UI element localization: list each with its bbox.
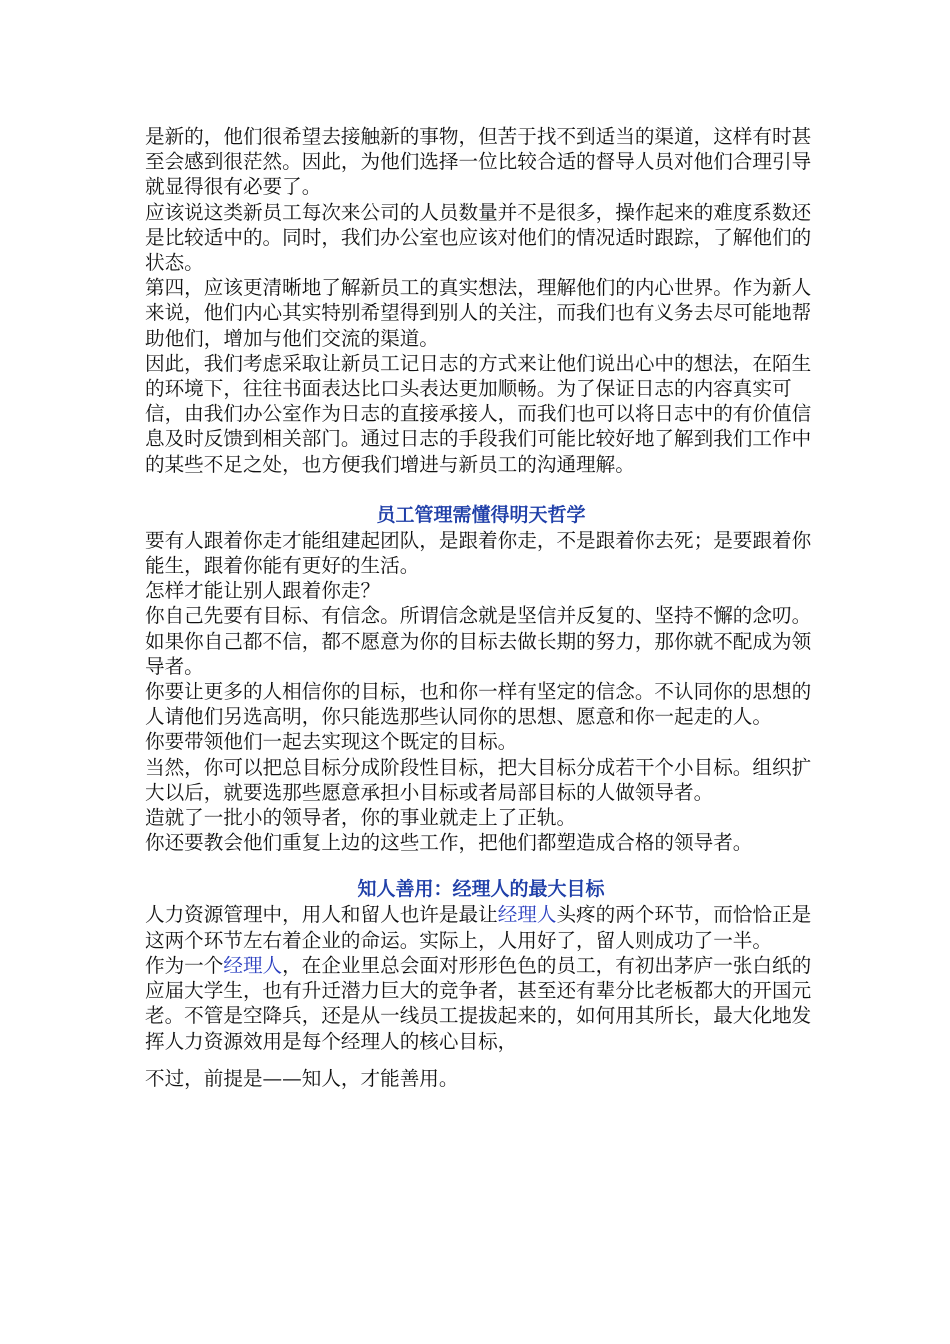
- text-run: 作为一个: [145, 953, 224, 977]
- paragraph: [145, 953, 817, 1054]
- text-run: 人力资源管理中，用人和留人也许是最让: [145, 903, 498, 927]
- manager-link[interactable]: 经理人: [223, 953, 283, 977]
- paragraph: 你还要教会他们重复上边的这些工作，把他们都塑造成合格的领导者。: [145, 831, 753, 855]
- paragraph: 是新的，他们很希望去接触新的事物，但苦于找不到适当的渠道，这样有时甚至会感到很茫然。因此，为他们选择一位比较合适的督导人员对他们合理引导就显得很有必要了。: [145, 125, 812, 199]
- section-heading-philosophy: 员工管理需懂得明天哲学: [376, 503, 586, 526]
- paragraph: 第四，应该更清晰地了解新员工的真实想法，理解他们的内心世界。作为新人来说，他们内心其实特别希望得到别人的关注，而我们也有义务去尽可能地帮助他们，增加与他们交流的渠道。: [145, 276, 812, 350]
- paragraph: 你要让更多的人相信你的目标，也和你一样有坚定的信念。不认同你的思想的人请他们另选高明，你只能选那些认同你的思想、愿意和你一起走的人。: [145, 680, 812, 729]
- paragraph: 当然，你可以把总目标分成阶段性目标，把大目标分成若干个小目标。组织扩大以后，就要选那些愿意承担小目标或者局部目标的人做领导者。: [145, 755, 812, 804]
- paragraph: 不过，前提是——知人，才能善用。: [145, 1066, 459, 1090]
- paragraph: [145, 902, 817, 952]
- paragraph: 应该说这类新员工每次来公司的人员数量并不是很多，操作起来的难度系数还是比较适中的。同时，我们办公室也应该对他们的情况适时跟踪，了解他们的状态。: [145, 200, 812, 275]
- paragraph: 你要带领他们一起去实现这个既定的目标。: [145, 730, 518, 754]
- paragraph: 你自己先要有目标、有信念。所谓信念就是坚信并反复的、坚持不懈的念叨。如果你自己都不信，都不愿意为你的目标去做长期的努力，那你就不配成为领导者。: [145, 604, 812, 678]
- text-run: ，在企业里总会面对形形色色的员工，有初出茅庐一张白纸的应届大学生，也有升迁潜力巨大的竞争者，甚至还有辈分比老板都大的开国元老。不管是空降兵，还是从一线员工提拔起来的，如何用其所长，最大化地发挥人力资源效用是每个经理人的核心目标，: [145, 953, 812, 1053]
- paragraph: 因此，我们考虑采取让新员工记日志的方式来让他们说出心中的想法，在陌生的环境下，往往书面表达比口头表达更加顺畅。为了保证日志的内容真实可信，由我们办公室作为日志的直接承接人，而我们也可以将日志中的有价值信息及时反馈到相关部门。通过日志的手段我们可能比较好地了解到我们工作中的某些不足之处，也方便我们增进与新员工的沟通理解。: [145, 351, 812, 476]
- paragraph: 要有人跟着你走才能组建起团队，是跟着你走，不是跟着你去死；是要跟着你能生，跟着你能有更好的生活。: [145, 528, 812, 578]
- text-run: 头疼的两个环节，而恰恰正是这两个环节左右着企业的命运。实际上，人用好了，留人则成功了一半。: [145, 903, 812, 952]
- paragraph: 造就了一批小的领导者，你的事业就走上了正轨。: [145, 806, 577, 830]
- section-heading-knowing-people: 知人善用：经理人的最大目标: [357, 878, 605, 901]
- paragraph: 怎样才能让别人跟着你走？: [145, 579, 381, 603]
- document-page: [145, 124, 817, 1091]
- manager-link[interactable]: 经理人: [497, 903, 557, 927]
